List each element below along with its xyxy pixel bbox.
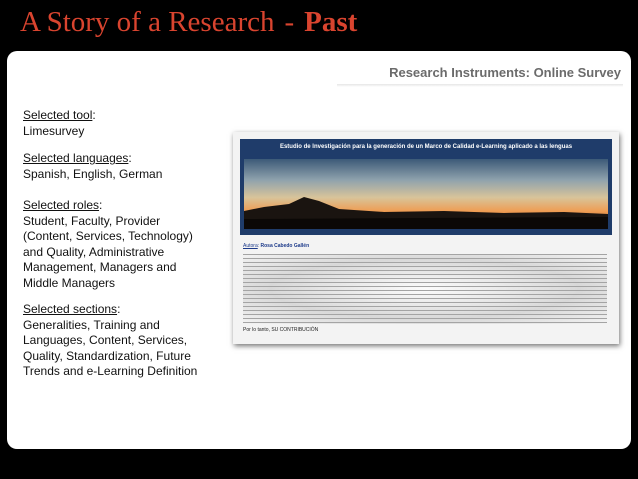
- sections-label: Selected sections: [23, 302, 118, 316]
- tool-block: [23, 108, 96, 139]
- slide-title: [20, 6, 357, 39]
- roles-label: Selected roles: [23, 198, 100, 212]
- sunset-landscape-image: [244, 159, 608, 229]
- author-label: Autora: [243, 243, 258, 249]
- languages-block: [23, 151, 162, 182]
- roles-block: [23, 198, 208, 291]
- survey-body: [243, 243, 607, 334]
- survey-intro-text: [243, 254, 607, 324]
- survey-screenshot: [233, 132, 619, 344]
- tool-colon: :: [92, 108, 96, 122]
- survey-author: Autora: Rosa Cabedo Gallén: [243, 243, 310, 249]
- sections-block: [23, 302, 203, 380]
- title-accent: Past: [304, 6, 358, 38]
- roles-value: Student, Faculty, Provider (Content, Services, Technology) and Quality, Administrative Management, Managers and Middle Managers: [23, 213, 193, 290]
- title-separator: -: [284, 6, 295, 38]
- mountain-silhouette: [244, 159, 608, 229]
- survey-footer: Por lo tanto, SU CONTRIBUCIÓN: [243, 327, 319, 333]
- tool-value: Limesurvey: [23, 123, 85, 138]
- subtitle-underline: [337, 84, 623, 87]
- sections-colon: :: [117, 302, 121, 316]
- title-text: A Story of a Research: [20, 6, 275, 38]
- roles-colon: :: [99, 198, 103, 212]
- survey-banner: [240, 139, 612, 235]
- section-subtitle: Research Instruments: Online Survey: [389, 65, 621, 80]
- languages-colon: :: [128, 151, 132, 165]
- languages-value: Spanish, English, German: [23, 166, 163, 181]
- tool-label: Selected tool: [23, 108, 93, 122]
- languages-label: Selected languages: [23, 151, 129, 165]
- author-name: Rosa Cabedo Gallén: [260, 243, 310, 249]
- sections-value: Generalities, Training and Languages, Content, Services, Quality, Standardization, Future Trends and e-Learning Definition: [23, 317, 198, 378]
- content-panel: [7, 51, 631, 449]
- survey-heading: Estudio de Investigación para la generación de un Marco de Calidad e-Learning aplicado a las lenguas: [279, 144, 573, 150]
